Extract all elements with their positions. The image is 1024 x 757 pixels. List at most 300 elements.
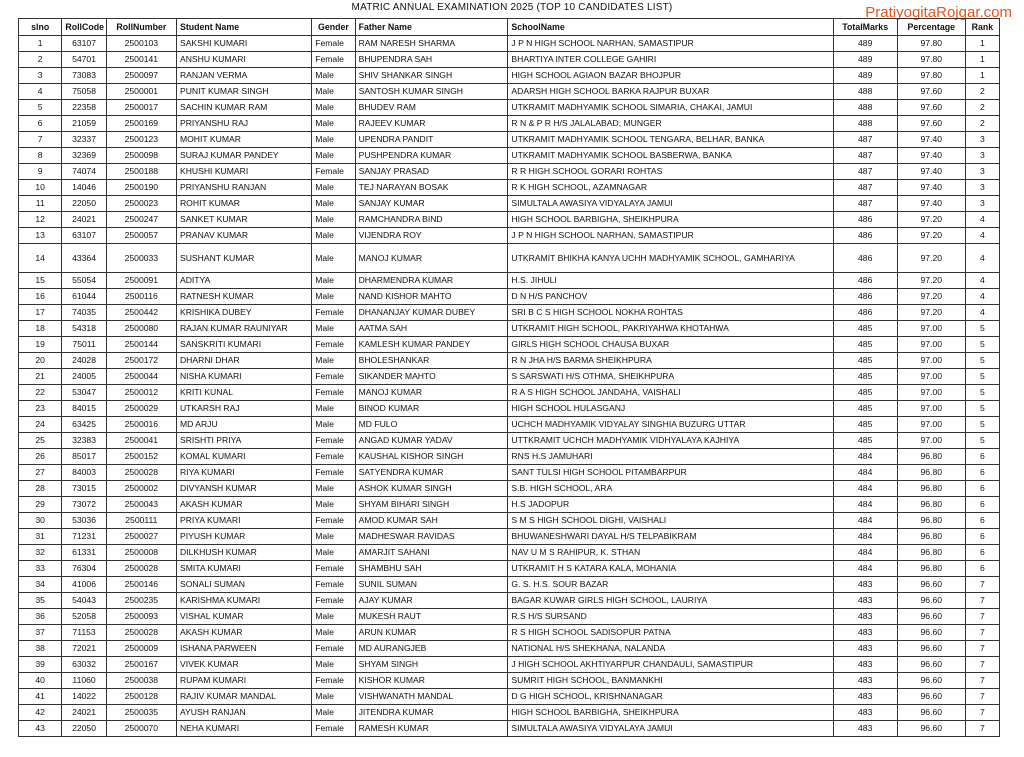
cell-rollnumber: 2500008 [106, 545, 176, 561]
cell-slno: 28 [19, 481, 62, 497]
cell-rollcode: 63107 [62, 228, 106, 244]
table-row [19, 84, 1000, 100]
cell-total-marks: 488 [833, 100, 897, 116]
cell-rollnumber: 2500235 [106, 593, 176, 609]
cell-father-name: MD FULO [355, 417, 508, 433]
cell-school-name: UTKRAMIT MADHYAMIK SCHOOL SIMARIA, CHAKAI, JAMUI [508, 100, 833, 116]
cell-percentage: 96.80 [897, 465, 965, 481]
cell-student-name: PUNIT KUMAR SINGH [176, 84, 311, 100]
cell-gender: Male [312, 180, 355, 196]
cell-percentage: 96.80 [897, 529, 965, 545]
cell-rollnumber: 2500172 [106, 353, 176, 369]
cell-school-name: J P N HIGH SCHOOL NARHAN, SAMASTIPUR [508, 228, 833, 244]
cell-total-marks: 487 [833, 196, 897, 212]
cell-student-name: MD ARJU [176, 417, 311, 433]
cell-father-name: SANTOSH KUMAR SINGH [355, 84, 508, 100]
cell-gender: Female [312, 52, 355, 68]
cell-rank: 3 [965, 196, 999, 212]
cell-rollnumber: 2500141 [106, 52, 176, 68]
cell-percentage: 97.20 [897, 289, 965, 305]
cell-school-name: RNS H.S JAMUHARI [508, 449, 833, 465]
cell-gender: Female [312, 721, 355, 737]
watermark-text: PratiyogitaRojgar.com [865, 4, 1012, 21]
cell-percentage: 96.60 [897, 609, 965, 625]
table-row [19, 116, 1000, 132]
cell-father-name: KISHOR KUMAR [355, 673, 508, 689]
cell-rollcode: 84003 [62, 465, 106, 481]
cell-total-marks: 485 [833, 385, 897, 401]
header-percentage: Percentage [897, 19, 965, 36]
cell-rollcode: 61044 [62, 289, 106, 305]
cell-gender: Male [312, 289, 355, 305]
cell-student-name: RAJIV KUMAR MANDAL [176, 689, 311, 705]
cell-rank: 6 [965, 481, 999, 497]
cell-slno: 37 [19, 625, 62, 641]
cell-father-name: SHAMBHU SAH [355, 561, 508, 577]
cell-gender: Female [312, 449, 355, 465]
cell-slno: 7 [19, 132, 62, 148]
cell-rank: 2 [965, 116, 999, 132]
cell-father-name: BHUDEV RAM [355, 100, 508, 116]
cell-slno: 38 [19, 641, 62, 657]
table-row [19, 369, 1000, 385]
cell-slno: 42 [19, 705, 62, 721]
table-row [19, 385, 1000, 401]
cell-rank: 6 [965, 529, 999, 545]
cell-total-marks: 487 [833, 180, 897, 196]
cell-father-name: ARUN KUMAR [355, 625, 508, 641]
cell-father-name: SATYENDRA KUMAR [355, 465, 508, 481]
cell-slno: 21 [19, 369, 62, 385]
cell-rank: 2 [965, 84, 999, 100]
cell-rank: 1 [965, 36, 999, 52]
cell-student-name: RUPAM KUMARI [176, 673, 311, 689]
cell-rollnumber: 2500035 [106, 705, 176, 721]
cell-total-marks: 483 [833, 609, 897, 625]
cell-school-name: UTKRAMIT H S KATARA KALA, MOHANIA [508, 561, 833, 577]
cell-rollnumber: 2500033 [106, 244, 176, 273]
cell-slno: 24 [19, 417, 62, 433]
cell-percentage: 97.20 [897, 305, 965, 321]
cell-rollnumber: 2500017 [106, 100, 176, 116]
table-row [19, 212, 1000, 228]
cell-student-name: RAJAN KUMAR RAUNIYAR [176, 321, 311, 337]
cell-father-name: AATMA SAH [355, 321, 508, 337]
cell-percentage: 96.60 [897, 705, 965, 721]
header-slno: slno [19, 19, 62, 36]
cell-slno: 35 [19, 593, 62, 609]
cell-slno: 16 [19, 289, 62, 305]
cell-father-name: PUSHPENDRA KUMAR [355, 148, 508, 164]
cell-student-name: MOHIT KUMAR [176, 132, 311, 148]
cell-father-name: MADHESWAR RAVIDAS [355, 529, 508, 545]
cell-total-marks: 483 [833, 673, 897, 689]
table-row [19, 417, 1000, 433]
cell-slno: 4 [19, 84, 62, 100]
cell-rollnumber: 2500080 [106, 321, 176, 337]
cell-percentage: 97.00 [897, 353, 965, 369]
header-student-name: Student Name [176, 19, 311, 36]
cell-total-marks: 483 [833, 721, 897, 737]
cell-school-name: D N H/S PANCHOV [508, 289, 833, 305]
cell-rollcode: 54318 [62, 321, 106, 337]
table-row [19, 180, 1000, 196]
cell-rollnumber: 2500029 [106, 401, 176, 417]
cell-slno: 1 [19, 36, 62, 52]
cell-rank: 5 [965, 417, 999, 433]
cell-school-name: NATIONAL H/S SHEKHANA, NALANDA [508, 641, 833, 657]
table-row [19, 401, 1000, 417]
cell-rank: 5 [965, 401, 999, 417]
cell-slno: 8 [19, 148, 62, 164]
cell-rollcode: 11060 [62, 673, 106, 689]
cell-percentage: 97.40 [897, 164, 965, 180]
cell-student-name: NEHA KUMARI [176, 721, 311, 737]
table-row [19, 228, 1000, 244]
cell-slno: 34 [19, 577, 62, 593]
header-school-name: SchoolName [508, 19, 833, 36]
cell-total-marks: 486 [833, 212, 897, 228]
cell-percentage: 97.20 [897, 273, 965, 289]
cell-school-name: R K HIGH SCHOOL, AZAMNAGAR [508, 180, 833, 196]
cell-gender: Male [312, 689, 355, 705]
cell-rollnumber: 2500043 [106, 497, 176, 513]
header-father-name: Father Name [355, 19, 508, 36]
cell-rollnumber: 2500044 [106, 369, 176, 385]
table-row [19, 148, 1000, 164]
cell-rollnumber: 2500144 [106, 337, 176, 353]
cell-total-marks: 485 [833, 321, 897, 337]
cell-slno: 10 [19, 180, 62, 196]
cell-school-name: UTKRAMIT BHIKHA KANYA UCHH MADHYAMIK SCHOOL, GAMHARIYA [508, 244, 833, 273]
table-row [19, 337, 1000, 353]
cell-percentage: 96.80 [897, 561, 965, 577]
cell-slno: 41 [19, 689, 62, 705]
cell-rollnumber: 2500091 [106, 273, 176, 289]
cell-gender: Female [312, 593, 355, 609]
cell-percentage: 97.00 [897, 369, 965, 385]
cell-percentage: 97.00 [897, 401, 965, 417]
table-body [19, 36, 1000, 737]
cell-total-marks: 486 [833, 273, 897, 289]
cell-gender: Female [312, 337, 355, 353]
cell-slno: 19 [19, 337, 62, 353]
cell-total-marks: 484 [833, 545, 897, 561]
cell-gender: Male [312, 228, 355, 244]
cell-rank: 4 [965, 212, 999, 228]
cell-total-marks: 484 [833, 497, 897, 513]
cell-student-name: AKASH KUMAR [176, 625, 311, 641]
cell-rank: 2 [965, 100, 999, 116]
table-row [19, 497, 1000, 513]
cell-school-name: HIGH SCHOOL BARBIGHA, SHEIKHPURA [508, 212, 833, 228]
cell-school-name: R.S H/S SURSAND [508, 609, 833, 625]
cell-total-marks: 487 [833, 164, 897, 180]
cell-rollnumber: 2500103 [106, 36, 176, 52]
cell-rollnumber: 2500028 [106, 625, 176, 641]
cell-gender: Male [312, 68, 355, 84]
cell-rollcode: 41006 [62, 577, 106, 593]
cell-father-name: SANJAY PRASAD [355, 164, 508, 180]
cell-school-name: SIMULTALA AWASIYA VIDYALAYA JAMUI [508, 196, 833, 212]
cell-rollnumber: 2500188 [106, 164, 176, 180]
cell-rollcode: 24021 [62, 705, 106, 721]
cell-rollnumber: 2500123 [106, 132, 176, 148]
cell-gender: Male [312, 132, 355, 148]
table-row [19, 52, 1000, 68]
cell-gender: Male [312, 705, 355, 721]
cell-school-name: R N JHA H/S BARMA SHEIKHPURA [508, 353, 833, 369]
cell-slno: 22 [19, 385, 62, 401]
cell-school-name: HIGH SCHOOL AGIAON BAZAR BHOJPUR [508, 68, 833, 84]
cell-rank: 4 [965, 289, 999, 305]
cell-rank: 7 [965, 721, 999, 737]
cell-total-marks: 485 [833, 369, 897, 385]
cell-father-name: BHUPENDRA SAH [355, 52, 508, 68]
table-row [19, 433, 1000, 449]
cell-school-name: HIGH SCHOOL BARBIGHA, SHEIKHPURA [508, 705, 833, 721]
cell-percentage: 97.40 [897, 180, 965, 196]
cell-student-name: PRIYA KUMARI [176, 513, 311, 529]
cell-rollcode: 73083 [62, 68, 106, 84]
table-row [19, 593, 1000, 609]
cell-school-name: R R HIGH SCHOOL GORARI ROHTAS [508, 164, 833, 180]
cell-gender: Male [312, 116, 355, 132]
cell-rollnumber: 2500093 [106, 609, 176, 625]
cell-rollcode: 75058 [62, 84, 106, 100]
cell-gender: Female [312, 433, 355, 449]
cell-father-name: RAMESH KUMAR [355, 721, 508, 737]
cell-rollnumber: 2500009 [106, 641, 176, 657]
cell-gender: Male [312, 353, 355, 369]
table-row [19, 449, 1000, 465]
cell-slno: 43 [19, 721, 62, 737]
cell-rank: 7 [965, 577, 999, 593]
cell-slno: 29 [19, 497, 62, 513]
cell-percentage: 97.00 [897, 321, 965, 337]
cell-rank: 6 [965, 545, 999, 561]
cell-slno: 6 [19, 116, 62, 132]
cell-rank: 4 [965, 244, 999, 273]
cell-rollnumber: 2500152 [106, 449, 176, 465]
cell-student-name: KRISHIKA DUBEY [176, 305, 311, 321]
cell-school-name: SRI B C S HIGH SCHOOL NOKHA ROHTAS [508, 305, 833, 321]
cell-slno: 27 [19, 465, 62, 481]
cell-school-name: UTKRAMIT MADHYAMIK SCHOOL TENGARA, BELHAR, BANKA [508, 132, 833, 148]
cell-student-name: SAKSHI KUMARI [176, 36, 311, 52]
cell-percentage: 96.80 [897, 513, 965, 529]
cell-rank: 5 [965, 337, 999, 353]
cell-rollcode: 61331 [62, 545, 106, 561]
table-row [19, 529, 1000, 545]
cell-gender: Male [312, 196, 355, 212]
cell-father-name: SHIV SHANKAR SINGH [355, 68, 508, 84]
cell-school-name: ADARSH HIGH SCHOOL BARKA RAJPUR BUXAR [508, 84, 833, 100]
cell-gender: Female [312, 577, 355, 593]
cell-school-name: G. S. H.S. SOUR BAZAR [508, 577, 833, 593]
cell-slno: 17 [19, 305, 62, 321]
cell-gender: Female [312, 641, 355, 657]
cell-total-marks: 486 [833, 228, 897, 244]
cell-rollcode: 75011 [62, 337, 106, 353]
cell-percentage: 97.80 [897, 68, 965, 84]
table-row [19, 305, 1000, 321]
table-row [19, 673, 1000, 689]
cell-student-name: SMITA KUMARI [176, 561, 311, 577]
cell-father-name: AMARJIT SAHANI [355, 545, 508, 561]
cell-father-name: MUKESH RAUT [355, 609, 508, 625]
cell-school-name: H.S. JIHULI [508, 273, 833, 289]
cell-school-name: UTKRAMIT MADHYAMIK SCHOOL BASBERWA, BANKA [508, 148, 833, 164]
cell-percentage: 97.00 [897, 433, 965, 449]
table-row [19, 561, 1000, 577]
cell-student-name: ISHANA PARWEEN [176, 641, 311, 657]
cell-rollnumber: 2500038 [106, 673, 176, 689]
cell-total-marks: 487 [833, 132, 897, 148]
table-row [19, 244, 1000, 273]
cell-student-name: SANSKRITI KUMARI [176, 337, 311, 353]
cell-gender: Male [312, 545, 355, 561]
cell-student-name: RATNESH KUMAR [176, 289, 311, 305]
cell-rollcode: 24028 [62, 353, 106, 369]
cell-rank: 3 [965, 180, 999, 196]
cell-gender: Female [312, 36, 355, 52]
table-row [19, 321, 1000, 337]
cell-percentage: 97.20 [897, 228, 965, 244]
cell-total-marks: 485 [833, 433, 897, 449]
cell-percentage: 97.20 [897, 212, 965, 228]
cell-total-marks: 485 [833, 401, 897, 417]
cell-total-marks: 485 [833, 353, 897, 369]
cell-slno: 9 [19, 164, 62, 180]
cell-rank: 5 [965, 385, 999, 401]
cell-student-name: VISHAL KUMAR [176, 609, 311, 625]
cell-rollcode: 73015 [62, 481, 106, 497]
cell-father-name: VIJENDRA ROY [355, 228, 508, 244]
cell-school-name: SUMRIT HIGH SCHOOL, BANMANKHI [508, 673, 833, 689]
cell-rank: 5 [965, 433, 999, 449]
cell-father-name: JITENDRA KUMAR [355, 705, 508, 721]
table-row [19, 273, 1000, 289]
cell-rollcode: 63032 [62, 657, 106, 673]
cell-father-name: ANGAD KUMAR YADAV [355, 433, 508, 449]
cell-total-marks: 486 [833, 305, 897, 321]
cell-slno: 30 [19, 513, 62, 529]
cell-gender: Female [312, 385, 355, 401]
cell-gender: Male [312, 609, 355, 625]
cell-total-marks: 488 [833, 116, 897, 132]
cell-rollcode: 71231 [62, 529, 106, 545]
cell-student-name: PIYUSH KUMAR [176, 529, 311, 545]
header-gender: Gender [312, 19, 355, 36]
cell-rollnumber: 2500442 [106, 305, 176, 321]
cell-father-name: NAND KISHOR MAHTO [355, 289, 508, 305]
cell-slno: 32 [19, 545, 62, 561]
cell-rank: 1 [965, 68, 999, 84]
cell-total-marks: 489 [833, 68, 897, 84]
cell-rollnumber: 2500190 [106, 180, 176, 196]
cell-rollnumber: 2500097 [106, 68, 176, 84]
cell-student-name: SONALI SUMAN [176, 577, 311, 593]
cell-slno: 15 [19, 273, 62, 289]
cell-percentage: 96.60 [897, 673, 965, 689]
cell-father-name: AMOD KUMAR SAH [355, 513, 508, 529]
table-row [19, 577, 1000, 593]
cell-student-name: ANSHU KUMARI [176, 52, 311, 68]
table-row [19, 353, 1000, 369]
cell-gender: Male [312, 84, 355, 100]
cell-father-name: SIKANDER MAHTO [355, 369, 508, 385]
cell-student-name: KARISHMA KUMARI [176, 593, 311, 609]
cell-total-marks: 483 [833, 577, 897, 593]
cell-percentage: 97.40 [897, 196, 965, 212]
cell-rollnumber: 2500070 [106, 721, 176, 737]
header-rollnumber: RollNumber [106, 19, 176, 36]
cell-student-name: SANKET KUMAR [176, 212, 311, 228]
table-row [19, 657, 1000, 673]
cell-father-name: MD AURANGJEB [355, 641, 508, 657]
cell-father-name: BINOD KUMAR [355, 401, 508, 417]
cell-rollnumber: 2500098 [106, 148, 176, 164]
cell-gender: Male [312, 100, 355, 116]
cell-rollnumber: 2500028 [106, 465, 176, 481]
cell-percentage: 97.00 [897, 417, 965, 433]
table-row [19, 641, 1000, 657]
cell-slno: 20 [19, 353, 62, 369]
cell-slno: 18 [19, 321, 62, 337]
cell-student-name: VIVEK KUMAR [176, 657, 311, 673]
cell-percentage: 97.60 [897, 100, 965, 116]
cell-rank: 6 [965, 561, 999, 577]
table-row [19, 196, 1000, 212]
cell-rollnumber: 2500116 [106, 289, 176, 305]
cell-percentage: 96.60 [897, 721, 965, 737]
cell-percentage: 97.40 [897, 132, 965, 148]
cell-gender: Male [312, 212, 355, 228]
cell-father-name: SHYAM BIHARI SINGH [355, 497, 508, 513]
cell-total-marks: 487 [833, 148, 897, 164]
cell-rollnumber: 2500016 [106, 417, 176, 433]
cell-school-name: NAV U M S RAHIPUR, K. STHAN [508, 545, 833, 561]
cell-percentage: 96.80 [897, 545, 965, 561]
cell-rollcode: 53047 [62, 385, 106, 401]
cell-percentage: 97.20 [897, 244, 965, 273]
cell-rank: 5 [965, 369, 999, 385]
cell-total-marks: 484 [833, 481, 897, 497]
cell-slno: 31 [19, 529, 62, 545]
cell-gender: Male [312, 273, 355, 289]
cell-rollnumber: 2500128 [106, 689, 176, 705]
cell-total-marks: 489 [833, 52, 897, 68]
table-row [19, 721, 1000, 737]
cell-rollcode: 54043 [62, 593, 106, 609]
results-table [18, 18, 1000, 737]
cell-rollcode: 22050 [62, 721, 106, 737]
cell-slno: 14 [19, 244, 62, 273]
cell-school-name: R A S HIGH SCHOOL JANDAHA, VAISHALI [508, 385, 833, 401]
cell-percentage: 96.60 [897, 625, 965, 641]
cell-percentage: 96.60 [897, 641, 965, 657]
cell-rollcode: 71153 [62, 625, 106, 641]
cell-gender: Male [312, 417, 355, 433]
cell-slno: 13 [19, 228, 62, 244]
cell-gender: Female [312, 465, 355, 481]
cell-school-name: UCHCH MADHYAMIK VIDYALAY SINGHIA BUZURG UTTAR [508, 417, 833, 433]
cell-rollcode: 14046 [62, 180, 106, 196]
cell-father-name: MANOJ KUMAR [355, 385, 508, 401]
cell-total-marks: 484 [833, 513, 897, 529]
cell-total-marks: 485 [833, 417, 897, 433]
